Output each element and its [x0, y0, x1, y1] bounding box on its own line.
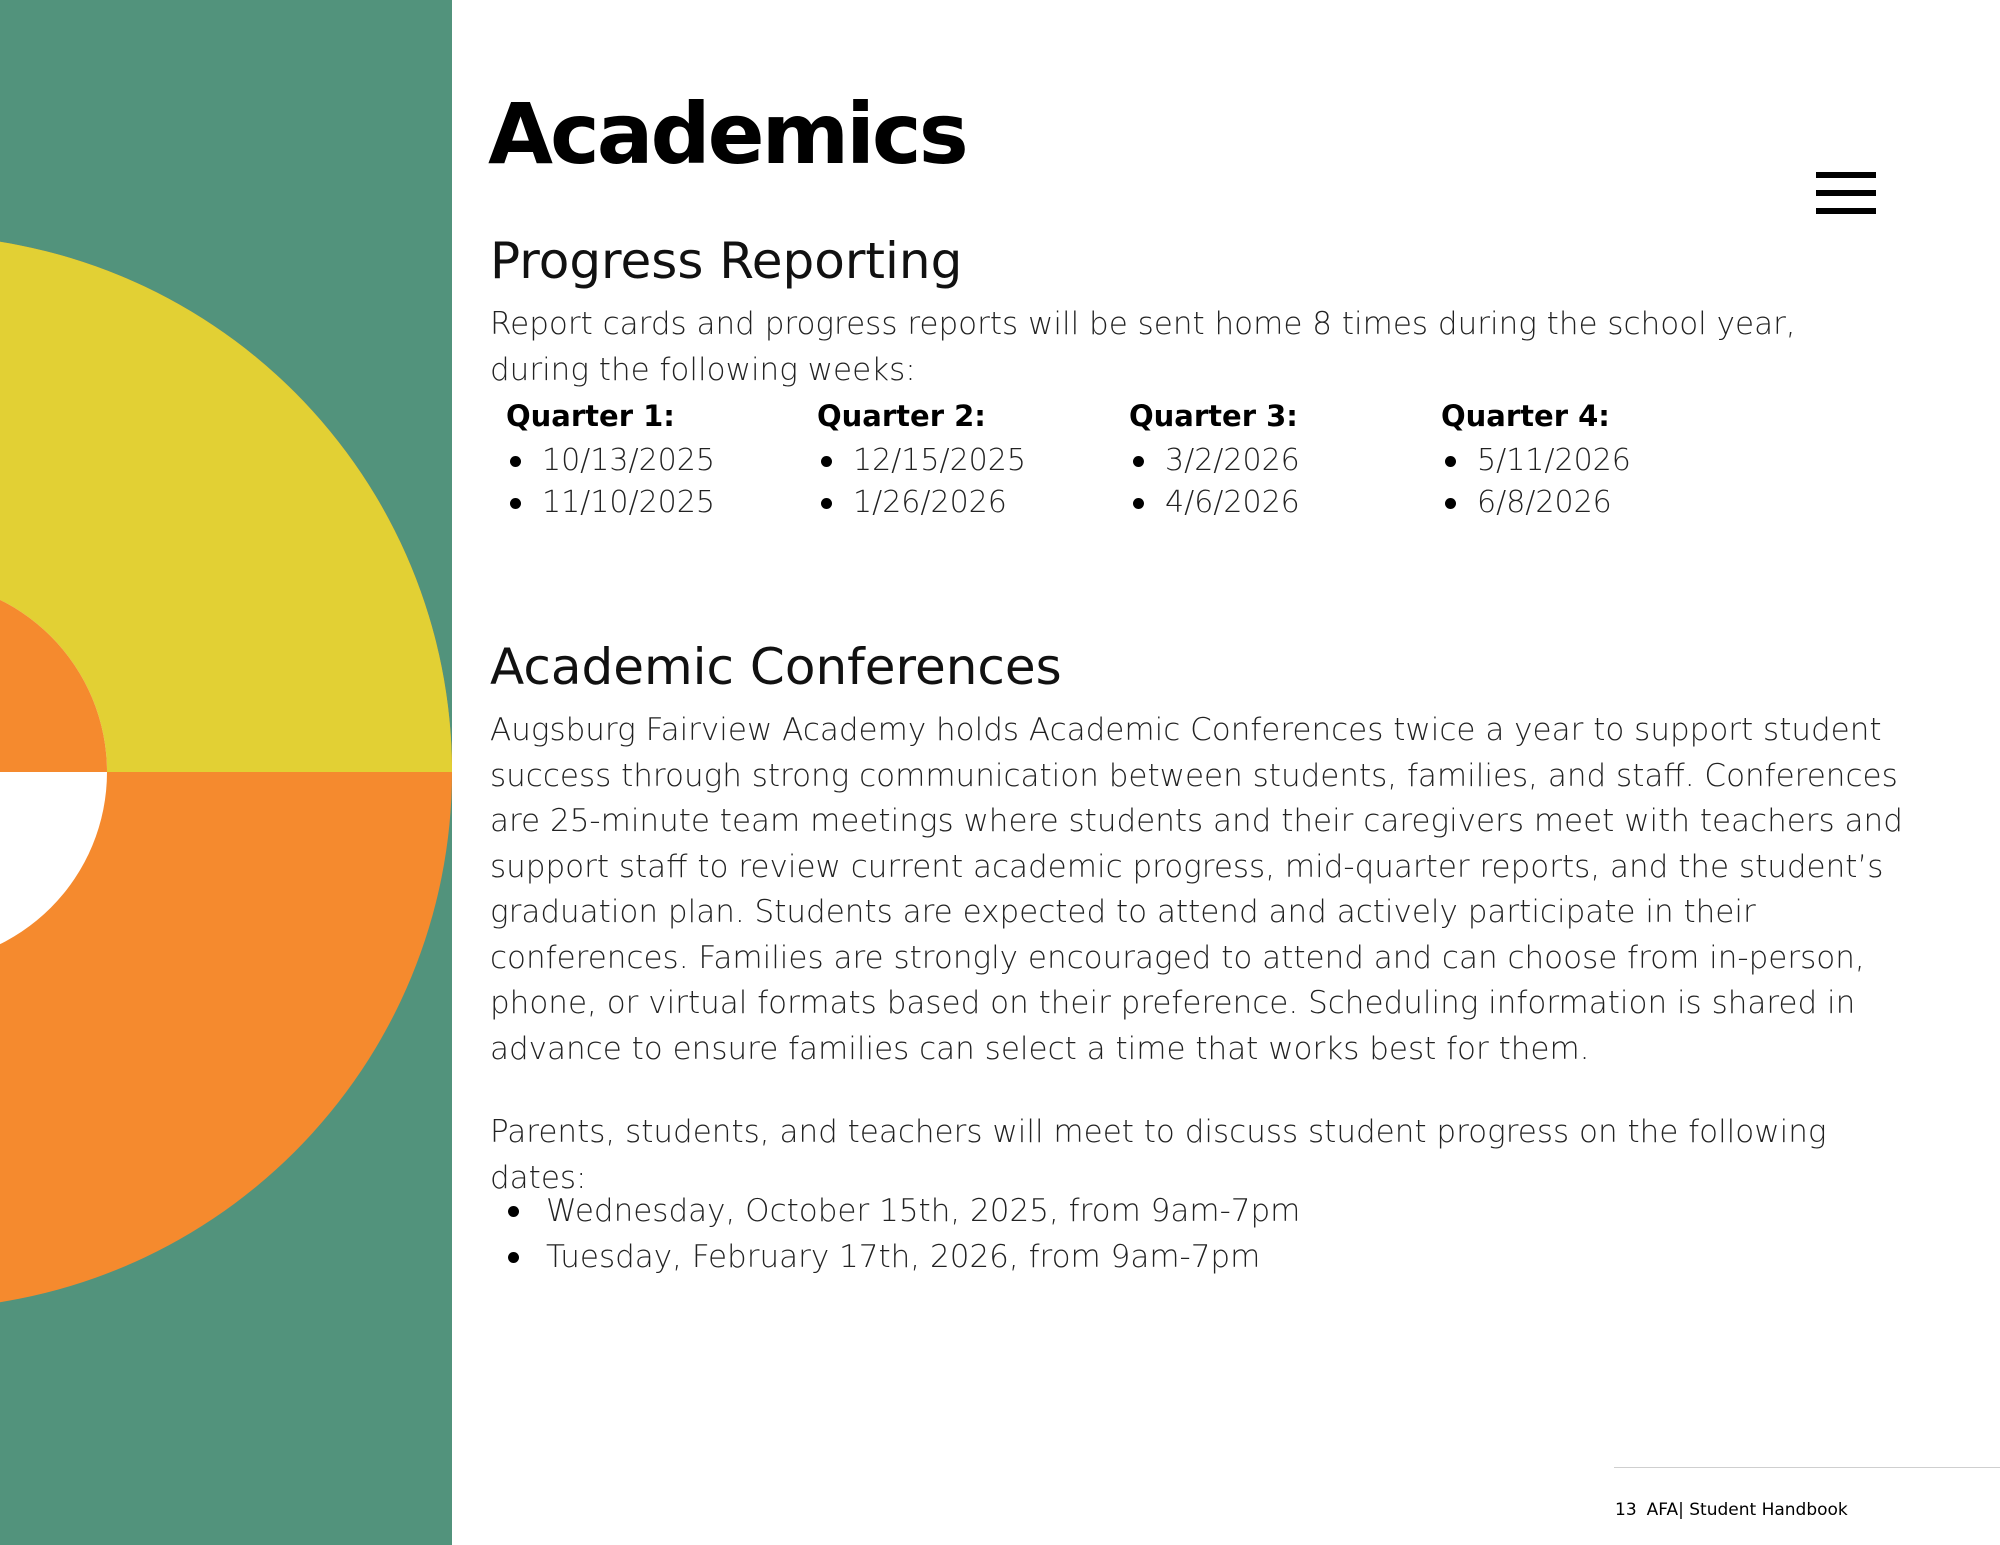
quarter-1-column — [506, 398, 806, 524]
page-number: 13 — [1615, 1500, 1637, 1520]
decorative-side-panel — [0, 0, 452, 1545]
hamburger-menu-icon[interactable] — [1816, 172, 1876, 214]
quarter-label: Quarter 2: — [817, 399, 986, 433]
quarter-date: 1/26/2026 — [817, 482, 1117, 524]
quarter-3-column — [1129, 398, 1429, 524]
quarter-label: Quarter 3: — [1129, 399, 1298, 433]
progress-reporting-heading: Progress Reporting — [490, 232, 963, 290]
quarter-date: 10/13/2025 — [506, 440, 806, 482]
conference-date-item: Tuesday, February 17th, 2026, from 9am-7pm — [490, 1234, 1300, 1280]
quarter-date: 6/8/2026 — [1441, 482, 1741, 524]
conference-date-item: Wednesday, October 15th, 2025, from 9am-7pm — [490, 1188, 1300, 1234]
page-title: Academics — [488, 85, 966, 183]
page-footer — [1615, 1500, 1858, 1520]
quarter-label: Quarter 4: — [1441, 399, 1610, 433]
quarter-date: 5/11/2026 — [1441, 440, 1741, 482]
quarter-date: 3/2/2026 — [1129, 440, 1429, 482]
academic-conferences-body: Augsburg Fairview Academy holds Academic Conferences twice a year to support student success through strong communication between students, families, and staff. Conferences are 25-minute team meetings where students and their caregivers meet with teachers and support staff to review current academic progress, mid-quarter reports, and the student’s graduation plan. Students are expected to attend and actively participate in their conferences. Families are strongly encouraged to attend and can choose from in-person, phone, or virtual formats based on their preference. Scheduling information is shared in advance to ensure families can select a time that works best for them. — [490, 712, 1903, 1067]
quarter-date: 11/10/2025 — [506, 482, 806, 524]
quarter-date: 4/6/2026 — [1129, 482, 1429, 524]
quarter-dates-list — [1129, 440, 1429, 524]
decorative-arcs-graphic — [0, 0, 452, 1545]
quarter-dates-list — [817, 440, 1117, 524]
quarter-dates-list — [1441, 440, 1741, 524]
footer-label: AFA| Student Handbook — [1646, 1500, 1848, 1520]
progress-reporting-intro: Report cards and progress reports will be sent home 8 times during the school year, during the following weeks: — [490, 306, 1796, 388]
conference-dates-list — [490, 1188, 1300, 1280]
academic-conferences-heading: Academic Conferences — [490, 638, 1062, 696]
quarter-date: 12/15/2025 — [817, 440, 1117, 482]
quarter-label: Quarter 1: — [506, 399, 675, 433]
quarter-4-column — [1441, 398, 1741, 524]
footer-divider — [1614, 1467, 2000, 1468]
conference-dates-intro: Parents, students, and teachers will meet to discuss student progress on the following dates: — [490, 1114, 1827, 1196]
quarter-2-column — [817, 398, 1117, 524]
quarter-dates-list — [506, 440, 806, 524]
